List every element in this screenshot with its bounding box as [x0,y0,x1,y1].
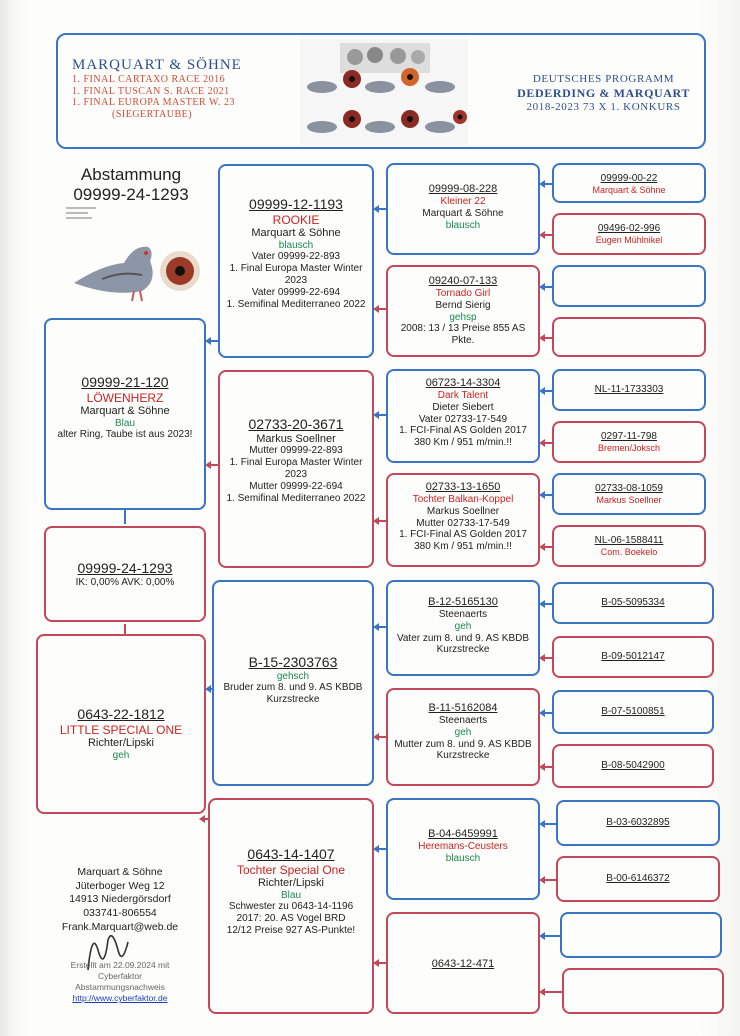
gen3-ring: 09999-08-228 [428,183,498,195]
credit-line: Abstammungsnachweis [75,982,165,993]
cyberfaktor-link[interactable]: http://www.cyberfaktor.de [72,993,168,1004]
gen4-breeder: Bremen/Joksch [597,442,661,453]
gen4-box-2[interactable] [552,213,706,255]
gen4-box-12[interactable] [552,744,714,788]
paternal-grandfather-box[interactable] [218,164,374,358]
paternal-grandmother-ring: 02733-20-3671 [248,416,344,432]
address-email: Frank.Marquart@web.de [61,920,179,933]
connector-arrow [542,991,562,993]
paternal-grandmother-breeder: Markus Soellner [256,432,336,445]
connector-arrow [542,337,552,339]
maternal-grandmother-box[interactable] [208,798,374,1014]
gen3-color: blausch [445,852,481,864]
subject-father-arrow [124,510,126,524]
gen4-box-13[interactable] [556,800,720,846]
connector-arrow [202,818,208,820]
paternal-grandfather-breeder: Marquart & Söhne [251,226,341,239]
gen4-ring: B-07-5100851 [601,706,665,717]
gen3-box-3[interactable] [386,369,540,463]
gen3-ring: 06723-14-3304 [425,377,501,389]
gen3-name: Dark Talent [437,389,489,401]
gen4-ring: NL-11-1733303 [594,384,664,395]
paternal-grandfather-ring: 09999-12-1193 [249,196,343,212]
header-banner [56,33,706,149]
gen4-breeder: Marquart & Söhne [592,184,666,195]
gen4-breeder: Eugen Mühlnikel [595,234,663,245]
gen3-name: Tochter Balkan-Koppel [412,493,514,505]
paternal-grandfather-name: ROOKIE [272,212,320,227]
gen4-ring: B-08-5042900 [601,760,665,771]
paternal-grandmother-note: Mutter 09999-22-893 1. Final Europa Master Winter 2023 Mutter 09999-22-694 1. Semifinal Mediterraneo 2022 [226,445,366,504]
gen4-breeder: Markus Soellner [596,494,662,505]
gen3-box-1[interactable] [386,163,540,255]
gen3-note: 2008: 13 / 13 Preise 855 AS Pkte. [400,323,526,347]
father-ring: 09999-21-120 [81,374,169,390]
connector-arrow [376,962,386,964]
gen3-breeder: Bernd Sierig [435,299,491,311]
connector-arrow [542,442,552,444]
credit-line: Cyberfaktor [98,971,142,982]
gen3-ring: 09240-07-133 [428,275,498,287]
address-line: 033741-806554 [83,906,157,919]
connector-arrow [542,183,552,185]
father-color: Blau [114,417,135,429]
gen4-ring: 0297-11-798 [601,431,657,442]
gen3-color: geh [454,620,472,632]
gen4-box-9[interactable] [552,582,714,624]
gen3-breeder: Steenaerts [438,714,488,726]
gen3-breeder: Dieter Siebert [432,401,494,413]
mother-name: LITTLE SPECIAL ONE [59,722,183,737]
header-right-line: DEDERDING & MARQUART [517,86,690,101]
maternal-grandmother-name: Tochter Special One [236,862,346,877]
header-photo-collage [300,39,468,145]
father-box[interactable] [44,318,206,510]
gen4-ring: 09496-02-996 [597,223,661,234]
connector-arrow [208,464,218,466]
gen3-box-7[interactable] [386,798,540,900]
gen4-box-10[interactable] [552,636,714,678]
gen4-box-14[interactable] [556,856,720,902]
gen3-ring: B-04-6459991 [428,828,498,840]
pigeon-collage-image [300,39,468,145]
gen3-color: geh [454,726,472,738]
connector-arrow [542,879,556,881]
connector-arrow [376,626,386,628]
pedigree-title [58,165,204,205]
mother-breeder: Richter/Lipski [87,736,155,749]
header-left-line: 1. FINAL EUROPA MASTER W. 23 [72,97,236,108]
gen4-ring: 02733-08-1059 [595,483,663,494]
connector-arrow [542,712,552,714]
gen4-ring: B-09-5012147 [601,651,665,662]
pedigree-title-label: Abstammung [80,165,182,184]
gen3-breeder: Marquart & Söhne [422,207,504,219]
gen3-ring: 0643-12-471 [431,958,495,970]
header-right [517,73,690,114]
gen4-breeder: Com. Boekelo [600,546,658,557]
connector-arrow [376,736,386,738]
gen3-box-5[interactable] [386,580,540,676]
gen4-box-3[interactable] [552,265,706,307]
maternal-grandmother-note: Schwester zu 0643-14-1196 2017: 20. AS Vogel BRD 12/12 Preise 927 AS-Punkte! [226,901,356,937]
pigeon-photo [62,205,208,305]
header-left-line: 1. FINAL CARTAXO RACE 2016 [72,74,226,85]
gen4-box-11[interactable] [552,690,714,734]
connector-arrow [542,494,552,496]
connector-arrow [542,390,552,392]
connector-arrow [376,308,386,310]
connector-arrow [542,766,552,768]
gen4-ring: NL-06-1588411 [594,535,664,546]
header-right-line: 2018-2023 73 X 1. KONKURS [526,100,681,113]
gen3-ring: B-11-5162084 [428,702,498,714]
gen4-box-5[interactable] [552,369,706,411]
paternal-grandfather-note: Vater 09999-22-893 1. Final Europa Master Winter 2023 Vater 09999-22-694 1. Semifinal Mediterraneo 2022 [226,251,366,310]
gen3-color: blausch [445,219,481,231]
credit-line: Erstellt am 22.09.2024 mit [70,960,170,970]
gen3-name: Tornado Girl [435,287,491,299]
connector-arrow [376,848,386,850]
gen4-ring: B-03-6032895 [606,817,670,828]
subject-box[interactable] [44,526,206,622]
gen3-note: Vater 02733-17-549 1. FCI-Final AS Golden 2017 380 Km / 951 m/min.!! [399,413,527,449]
subject-ik: IK: 0,00% AVK: 0,00% [75,576,175,588]
gen3-ring: B-12-5165130 [428,596,498,608]
maternal-grandfather-note: Bruder zum 8. und 9. AS KBDB Kurzstrecke [223,682,363,706]
subject-ring: 09999-24-1293 [77,560,173,576]
header-left-line: 1. FINAL TUSCAN S. RACE 2021 [72,85,230,97]
gen4-box-7[interactable] [552,473,706,515]
software-credit [40,960,200,1004]
gen3-color: gehsp [449,311,477,323]
header-left-title: MARQUART & SÖHNE [72,57,242,73]
address-line: Jüterboger Weg 12 [75,879,165,892]
connector-arrow [376,208,386,210]
header-left-line: (SIEGERTAUBE) [112,108,193,120]
connector-arrow [542,603,552,605]
gen3-note: Mutter 02733-17-549 1. FCI-Final AS Golden 2017 380 Km / 951 m/min.!! [399,517,527,553]
gen3-note: Mutter zum 8. und 9. AS KBDB Kurzstrecke [394,738,532,762]
mother-color: geh [112,749,130,761]
maternal-grandfather-color: gehsch [276,670,310,682]
gen3-box-2[interactable] [386,265,540,357]
maternal-grandmother-color: Blau [280,889,301,901]
father-note: alter Ring, Taube ist aus 2023! [57,429,193,441]
maternal-grandmother-ring: 0643-14-1407 [247,846,335,862]
mother-box[interactable] [36,634,206,814]
paternal-grandfather-color: blausch [278,239,314,251]
father-breeder: Marquart & Söhne [80,404,170,417]
connector-arrow [542,286,552,288]
father-name: LÖWENHERZ [86,390,164,405]
connector-arrow [542,657,552,659]
gen4-box-4[interactable] [552,317,706,357]
maternal-grandmother-breeder: Richter/Lipski [257,876,325,889]
gen4-box-6[interactable] [552,421,706,463]
mother-ring: 0643-22-1812 [77,706,165,722]
gen4-box-1[interactable] [552,163,706,203]
gen4-box-16[interactable] [562,968,724,1014]
address-line: 14913 Niedergörsdorf [69,893,171,906]
gen3-breeder: Markus Soellner [426,505,500,517]
pedigree-title-ring: 09999-24-1293 [73,185,189,204]
header-left [72,57,242,120]
maternal-grandfather-box[interactable] [212,580,374,786]
gen4-box-8[interactable] [552,525,706,567]
gen3-box-4[interactable] [386,473,540,567]
gen4-ring: B-00-6146372 [606,873,670,884]
connector-arrow [542,935,560,937]
gen3-breeder: Heremans-Ceusters [418,840,508,852]
gen3-ring: 02733-13-1650 [425,481,501,493]
gen3-note: Vater zum 8. und 9. AS KBDB Kurzstrecke [396,632,530,656]
gen3-breeder: Steenaerts [438,608,488,620]
address-line: Marquart & Söhne [77,866,163,878]
paternal-grandmother-box[interactable] [218,370,374,568]
connector-arrow [542,234,552,236]
maternal-grandfather-ring: B-15-2303763 [248,654,338,670]
gen4-box-15[interactable] [560,912,722,958]
connector-arrow [542,546,552,548]
subject-mother-arrow [124,624,126,634]
connector-arrow [208,688,212,690]
header-right-line: DEUTSCHES PROGRAMM [532,73,675,85]
gen3-box-8[interactable] [386,912,540,1014]
gen3-box-6[interactable] [386,688,540,786]
connector-arrow [376,414,386,416]
gen3-name: Kleiner 22 [440,195,486,207]
connector-arrow [208,340,218,342]
gen4-ring: B-05-5095334 [601,597,665,608]
connector-arrow [376,520,386,522]
gen4-ring: 09999-00-22 [600,173,658,184]
connector-arrow [542,823,556,825]
